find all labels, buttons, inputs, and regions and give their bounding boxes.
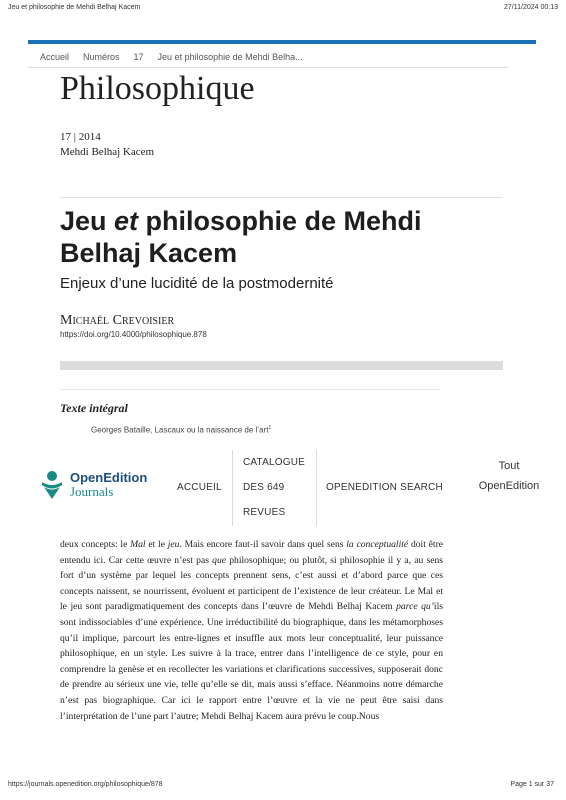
- logo-line1: OpenEdition: [70, 470, 148, 485]
- tout-line1: Tout: [498, 460, 520, 472]
- article-title-em: et: [114, 206, 139, 236]
- print-header-title: Jeu et philosophie de Mehdi Belhaj Kacem: [8, 4, 141, 11]
- body-seg-2: et le: [145, 539, 168, 550]
- article-subtitle: Enjeux d’une lucidité de la postmodernité: [60, 275, 334, 292]
- top-accent-bar: [28, 40, 536, 44]
- section-divider: [60, 389, 440, 390]
- oe-nav-divider-2: [316, 450, 317, 526]
- oe-nav-accueil[interactable]: ACCUEIL: [177, 482, 222, 493]
- print-footer-page: Page 1 sur 37: [510, 781, 554, 788]
- oe-nav-divider-1: [232, 450, 233, 526]
- body-em-parce: parce qu’: [396, 601, 434, 613]
- oe-nav-search[interactable]: OPENEDITION SEARCH: [326, 482, 443, 493]
- oe-nav-catalogue[interactable]: [243, 457, 305, 518]
- breadcrumb-accueil[interactable]: Accueil: [40, 52, 70, 62]
- body-em-que: que: [212, 554, 227, 566]
- article-author[interactable]: Michaël Crevoisier: [60, 313, 175, 328]
- tout-line2: OpenEdition: [478, 480, 540, 492]
- article-doi[interactable]: https://doi.org/10.4000/philosophique.878: [60, 330, 207, 339]
- body-em-conceptualite: la conceptualité: [346, 539, 409, 550]
- openedition-people-icon: [40, 470, 64, 500]
- openedition-logo[interactable]: [40, 470, 147, 500]
- body-seg-4: doit être entendu ici. Car cette œuvre n’est pas: [60, 539, 444, 566]
- print-header-date: 27/11/2024 00:13: [504, 4, 558, 11]
- article-title-part1: Jeu: [60, 206, 115, 236]
- breadcrumb-numeros[interactable]: Numéros: [83, 52, 120, 62]
- issue-author: Mehdi Belhaj Kacem: [60, 146, 155, 158]
- body-seg-6: ils sont indissociables d’une expérience. Une irréductibilité du biographique, dans les métamorphoses qu’il implique, parcourt les entre-lignes et insuffle aux mots leur conceptualité, leur puissance philosophique, en un style. Les suivre à la trace, entrer dans l’intelligence de ce style, pour en comprendre la genèse et en recollecter les variations et clarifications successives, supposerait donc de prendre au sérieux une vie, telle qu’elle se dit, mais aussi s’efface. Néanmoins notre démarche n’est pas biographique. Car ici le rapport entre l’œuvre et la vie ne peut être saisi dans l’interprétation de l’une part l’autre; Mehdi Belhaj Kacem aura prévu le coup.Nous: [60, 601, 443, 722]
- section-heading: Texte intégral: [60, 401, 128, 415]
- article-title-part2: philosophie de Mehdi Belhaj Kacem: [60, 206, 422, 268]
- breadcrumb: [40, 52, 303, 62]
- epigraph-text: Georges Bataille, Lascaux ou la naissance de l’art: [91, 425, 269, 435]
- body-em-mal: Mal: [130, 539, 146, 550]
- catalogue-line3: REVUES: [243, 507, 286, 518]
- body-em-jeu: jeu: [167, 539, 180, 550]
- logo-line2: Journals: [70, 484, 114, 499]
- breadcrumb-issue[interactable]: 17: [133, 52, 144, 62]
- epigraph-note[interactable]: 1: [268, 425, 272, 431]
- print-header: [8, 4, 558, 11]
- body-seg-5: philosophique; ou plutôt, si philosophie il y a, au sens fort d’un système par lequel les concepts prennent sens, c’est aussi et d’abord parce que ces concepts naissent, se nourrissent, évoluent et participent de l’existence de leur créateur. Le Mal et le jeu sont paradigmatiquement des concepts dans l’œuvre de Mehdi Belhaj Kacem: [60, 554, 444, 613]
- print-footer-url: https://journals.openedition.org/philosophique/878: [8, 781, 163, 788]
- breadcrumb-divider: [28, 67, 508, 68]
- breadcrumb-current: Jeu et philosophie de Mehdi Belha...: [157, 52, 303, 62]
- body-seg-3: . Mais encore faut-il savoir dans quel sens: [179, 539, 347, 550]
- issue-number[interactable]: 17 | 2014: [60, 131, 101, 143]
- header-divider: [60, 197, 503, 198]
- body-paragraph: [60, 537, 443, 724]
- body-seg-1: deux concepts: le: [60, 539, 131, 550]
- issue-info: [60, 130, 154, 160]
- oe-nav-tout[interactable]: [474, 460, 544, 492]
- journal-title[interactable]: Philosophique: [60, 70, 255, 107]
- epigraph: [91, 425, 271, 435]
- gray-bar: [60, 361, 503, 370]
- catalogue-line2: DES 649: [243, 482, 285, 493]
- catalogue-line1: CATALOGUE: [243, 457, 305, 468]
- print-footer: [8, 781, 554, 788]
- article-title: [60, 205, 500, 269]
